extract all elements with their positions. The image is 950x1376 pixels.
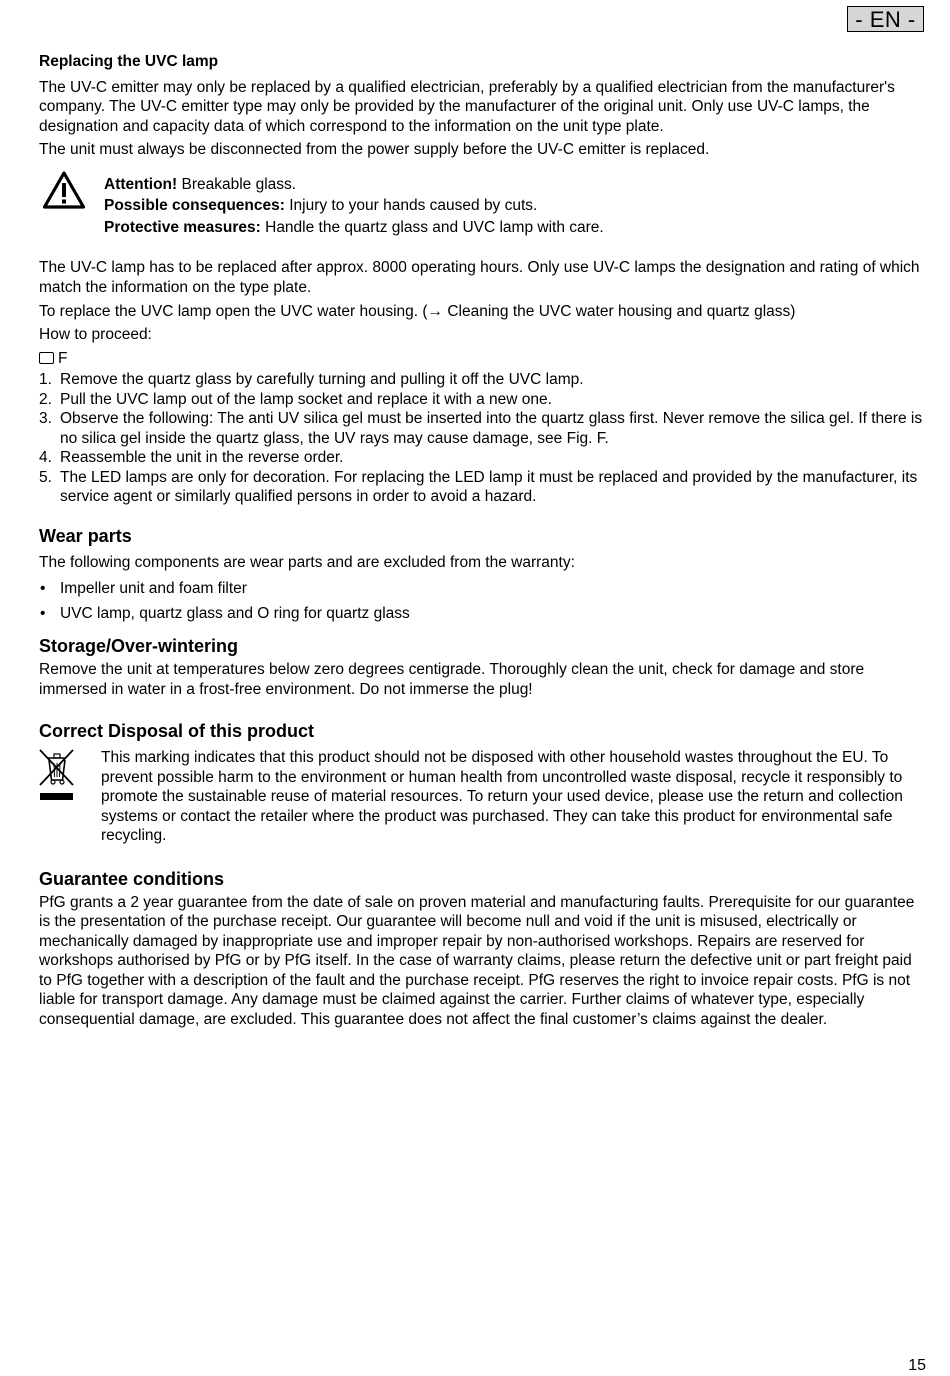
replacing-para-2: The unit must always be disconnected from the power supply before the UV-C emitter is replaced. bbox=[39, 141, 710, 158]
replacing-para-4: To replace the UVC lamp open the UVC water housing. (→ Cleaning the UVC water housing and quartz glass) bbox=[39, 303, 796, 320]
steps-list bbox=[39, 370, 924, 507]
replacing-para-3: The UV-C lamp has to be replaced after approx. 8000 operating hours. Only use UV-C lamps the designation and rating of which match the information on the type plate. bbox=[39, 259, 920, 296]
guarantee-heading: Guarantee conditions bbox=[39, 868, 225, 889]
step-item bbox=[39, 370, 924, 390]
list-item-text: UVC lamp, quartz glass and O ring for quartz glass bbox=[60, 605, 410, 622]
disposal-block bbox=[39, 748, 924, 846]
step-text: Reassemble the unit in the reverse order. bbox=[60, 449, 344, 466]
bullet-icon: • bbox=[40, 580, 46, 597]
step-item bbox=[39, 468, 924, 507]
step-number: 3. bbox=[39, 410, 52, 427]
step-item bbox=[39, 409, 924, 448]
warning-attention-text: Breakable glass. bbox=[177, 175, 297, 193]
language-badge: - EN - bbox=[847, 6, 924, 32]
warning-triangle-icon bbox=[42, 170, 86, 210]
wear-parts-heading: Wear parts bbox=[39, 525, 132, 546]
step-text: Pull the UVC lamp out of the lamp socket and replace it with a new one. bbox=[60, 390, 552, 408]
step-text: The LED lamps are only for decoration. For replacing the LED lamp it must be replaced and provided by the manufacturer, its service agent or similarly qualified persons in order to avoid a hazard. bbox=[60, 468, 918, 505]
step-number: 4. bbox=[39, 449, 52, 466]
wear-parts-list bbox=[39, 579, 924, 629]
figure-box-icon bbox=[39, 352, 54, 364]
warning-measures-text: Handle the quartz glass and UVC lamp with care. bbox=[260, 218, 604, 236]
wear-parts-intro: The following components are wear parts and are excluded from the warranty: bbox=[39, 553, 575, 571]
list-item bbox=[39, 604, 924, 629]
list-item-text: Impeller unit and foam filter bbox=[60, 580, 247, 597]
figure-reference bbox=[39, 348, 924, 370]
step-number: 1. bbox=[39, 371, 52, 388]
bullet-icon: • bbox=[40, 605, 46, 622]
warning-consequences-label: Possible consequences: bbox=[104, 197, 285, 214]
step-number: 5. bbox=[39, 468, 52, 486]
replacing-heading: Replacing the UVC lamp bbox=[39, 53, 219, 70]
warning-measures-label: Protective measures: bbox=[104, 218, 261, 236]
warning-consequences-text: Injury to your hands caused by cuts. bbox=[284, 197, 538, 214]
crossed-bin-icon bbox=[39, 748, 75, 802]
warning-measures-line bbox=[104, 217, 924, 239]
how-to-label: How to proceed: bbox=[39, 325, 152, 343]
page-number: 15 bbox=[908, 1357, 926, 1374]
step-text: Remove the quartz glass by carefully turning and pulling it off the UVC lamp. bbox=[60, 371, 584, 388]
storage-text: Remove the unit at temperatures below zero degrees centigrade. Thoroughly clean the unit, check for damage and store immersed in water in a frost-free environment. Do not immerse the plug! bbox=[39, 661, 865, 698]
page-content bbox=[39, 52, 924, 1029]
warning-attention-line bbox=[104, 174, 924, 196]
figure-ref-label: F bbox=[58, 350, 68, 367]
step-item bbox=[39, 390, 924, 410]
step-item bbox=[39, 448, 924, 468]
replacing-para-1: The UV-C emitter may only be replaced by a qualified electrician, preferably by a qualified electrician from the manufacturer's company. The UV-C emitter type may only be provided by the manufacturer of the original unit. Only use UV-C lamps, the designation and capacity data of which correspond to the information on the unit type plate. bbox=[39, 78, 895, 135]
warning-attention-label: Attention! bbox=[104, 175, 178, 193]
step-text: Observe the following: The anti UV silica gel must be inserted into the quartz glass first. Never remove the silica gel. If there is no silica gel inside the quartz glass, the UV rays may cause damage, see Fig. F. bbox=[60, 410, 923, 447]
disposal-text: This marking indicates that this product should not be disposed with other household wastes throughout the EU. To prevent possible harm to the environment or human health from uncontrolled waste disposal, recycle it responsibly to promote the sustainable reuse of material resources. To return your used device, please use the return and collection systems or contact the retailer where the product was purchased. They can take this product for environmental safe recycling. bbox=[101, 749, 903, 844]
storage-heading: Storage/Over-wintering bbox=[39, 636, 239, 656]
warning-block bbox=[39, 174, 924, 239]
step-number: 2. bbox=[39, 390, 52, 408]
guarantee-text: PfG grants a 2 year guarantee from the date of sale on proven material and manufacturing faults. Prerequisite for our guarantee is the presentation of the purchase receipt. Our guarantee will become null and void if the unit is misused, electrically or mechanically damaged by inappropriate use and improper repair by non-authorised workshops. Repairs are reserved for workshops authorised by PfG or by PfG itself. In the case of warranty claims, please return the defective unit or part freight paid to PfG together with a description of the fault and the purchase receipt. PfG reserves the right to invoice repair costs. PfG is not liable for transport damage. Any damage must be claimed against the carrier. Further claims of whatever type, especially consequential damage, are excluded. This guarantee does not affect the final customer’s claims against the dealer. bbox=[39, 893, 915, 1028]
disposal-heading: Correct Disposal of this product bbox=[39, 721, 315, 741]
warning-consequences-line bbox=[104, 195, 924, 217]
list-item bbox=[39, 579, 924, 604]
